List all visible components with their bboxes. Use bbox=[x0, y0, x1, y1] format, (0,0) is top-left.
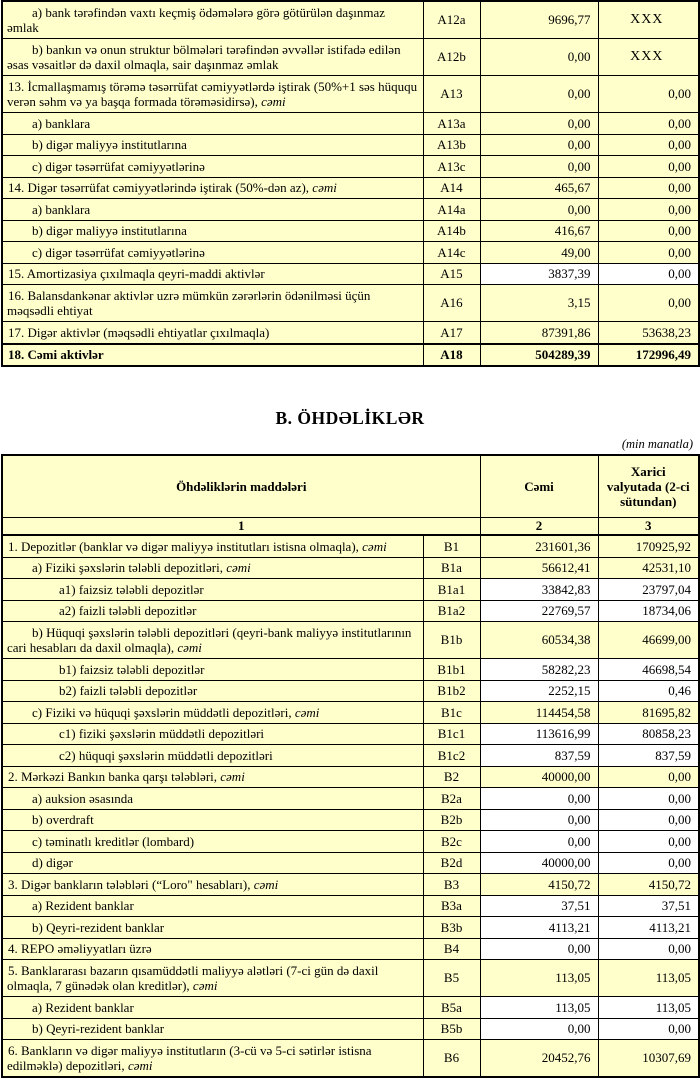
row-total-cell: 0,00 bbox=[480, 113, 598, 135]
row-label-cell bbox=[2, 831, 423, 853]
row-code-cell: B1c bbox=[423, 702, 480, 724]
table-row bbox=[2, 600, 699, 622]
row-code-cell: A14b bbox=[423, 220, 480, 242]
row-label-cell bbox=[2, 874, 423, 896]
table-row bbox=[2, 557, 699, 579]
row-total-cell: 20452,76 bbox=[480, 1040, 598, 1078]
row-total-cell: 4113,21 bbox=[480, 917, 598, 939]
row-total-cell: 0,00 bbox=[480, 809, 598, 831]
row-foreign-currency-cell: 0,00 bbox=[598, 76, 699, 113]
row-label-cell bbox=[2, 788, 423, 810]
row-label-cell bbox=[2, 156, 423, 178]
row-foreign-currency-cell: 113,05 bbox=[598, 960, 699, 997]
header-total-label: Cəmi bbox=[480, 455, 598, 518]
table-row bbox=[2, 622, 699, 659]
row-total-cell: 87391,86 bbox=[480, 322, 598, 344]
table-row bbox=[2, 1040, 699, 1078]
row-foreign-currency-cell: 23797,04 bbox=[598, 579, 699, 601]
row-foreign-currency-cell: 0,00 bbox=[598, 263, 699, 285]
row-code-cell: A14 bbox=[423, 177, 480, 199]
table-row bbox=[2, 344, 699, 367]
table-row bbox=[2, 263, 699, 285]
table-row bbox=[2, 1018, 699, 1040]
table-row bbox=[2, 579, 699, 601]
row-label-cell bbox=[2, 997, 423, 1019]
row-label-cell bbox=[2, 960, 423, 997]
row-code-cell: B1b bbox=[423, 622, 480, 659]
assets-table-continued bbox=[1, 0, 700, 367]
row-foreign-currency-cell: 4150,72 bbox=[598, 874, 699, 896]
row-label: 4. REPO əməliyyatları üzrə bbox=[8, 941, 152, 956]
row-foreign-currency-cell: 81695,82 bbox=[598, 702, 699, 724]
row-total-cell: 837,59 bbox=[480, 745, 598, 767]
row-code-cell: A13 bbox=[423, 76, 480, 113]
row-foreign-currency-cell: 0,00 bbox=[598, 831, 699, 853]
row-label: 17. Digər aktivlər (məqsədli ehtiyatlar çıxılmaqla) bbox=[8, 324, 270, 340]
row-label: 18. Cəmi aktivlər bbox=[8, 347, 104, 362]
table-row bbox=[2, 199, 699, 221]
row-total-cell: 504289,39 bbox=[480, 344, 598, 367]
row-label: c1) fiziki şəxslərin müddətli depozitləri bbox=[59, 726, 265, 741]
row-total-cell: 3,15 bbox=[480, 285, 598, 322]
row-foreign-currency-cell: 0,00 bbox=[598, 938, 699, 960]
row-label: c) digər təsərrüfat cəmiyyətlərinə bbox=[32, 244, 205, 260]
row-code-cell: B4 bbox=[423, 938, 480, 960]
row-total-cell: 0,00 bbox=[480, 76, 598, 113]
row-code-cell: A13b bbox=[423, 134, 480, 156]
table-row bbox=[2, 723, 699, 745]
row-code-cell: A12b bbox=[423, 39, 480, 76]
row-label-cell bbox=[2, 766, 423, 788]
table-row bbox=[2, 874, 699, 896]
table-row bbox=[2, 220, 699, 242]
row-foreign-currency-cell: XXX bbox=[598, 39, 699, 76]
row-total-cell: 22769,57 bbox=[480, 600, 598, 622]
row-total-cell: 416,67 bbox=[480, 220, 598, 242]
row-foreign-currency-cell: 0,00 bbox=[598, 113, 699, 135]
row-label: 13. İcmallaşmamış törəmə təsərrüfat cəmiyyətlərdə iştirak (50%+1 səs hüququ verən səhm və ya başqa formada törəməsidirsə), bbox=[7, 78, 418, 109]
row-label: d) digər bbox=[32, 855, 73, 870]
row-code-cell: B5b bbox=[423, 1018, 480, 1040]
row-total-cell: 3837,39 bbox=[480, 263, 598, 285]
row-code-cell: B1b1 bbox=[423, 659, 480, 681]
row-total-cell: 0,00 bbox=[480, 156, 598, 178]
row-label-suffix: cəmi bbox=[253, 876, 279, 892]
row-label-suffix: cəmi bbox=[362, 538, 387, 554]
row-label-cell bbox=[2, 600, 423, 622]
row-label: a) auksion əsasında bbox=[32, 790, 134, 806]
column-number-2: 2 bbox=[480, 518, 598, 536]
row-total-cell: 465,67 bbox=[480, 177, 598, 199]
row-foreign-currency-cell: 4113,21 bbox=[598, 917, 699, 939]
row-label-suffix: cəmi bbox=[261, 94, 286, 109]
row-label-cell bbox=[2, 285, 423, 322]
row-code-cell: A13c bbox=[423, 156, 480, 178]
row-label: c) təminatlı kreditlər (lombard) bbox=[32, 833, 195, 849]
table-row bbox=[2, 788, 699, 810]
row-foreign-currency-cell: 0,00 bbox=[598, 1018, 699, 1040]
table-row bbox=[2, 134, 699, 156]
row-label: 14. Digər təsərrüfat cəmiyyətlərində iştirak (50%-dən az), bbox=[8, 180, 313, 195]
row-total-cell: 56612,41 bbox=[480, 557, 598, 579]
row-total-cell: 58282,23 bbox=[480, 659, 598, 681]
row-label-cell bbox=[2, 199, 423, 221]
row-foreign-currency-cell: 53638,23 bbox=[598, 322, 699, 344]
row-total-cell: 49,00 bbox=[480, 242, 598, 264]
row-total-cell: 4150,72 bbox=[480, 874, 598, 896]
row-label: a) banklara bbox=[32, 201, 91, 217]
row-label: b1) faizsiz tələbli depozitlər bbox=[59, 661, 205, 677]
row-label: 1. Depozitlər (banklar və digər maliyyə institutları istisna olmaqla), bbox=[8, 538, 363, 554]
table-row bbox=[2, 852, 699, 874]
row-label-suffix: cəmi bbox=[127, 1058, 153, 1073]
table-row bbox=[2, 535, 699, 557]
row-foreign-currency-cell: 837,59 bbox=[598, 745, 699, 767]
row-foreign-currency-cell: XXX bbox=[598, 1, 699, 39]
row-label-cell bbox=[2, 852, 423, 874]
table-row bbox=[2, 322, 699, 344]
row-label: b) bankın və onun struktur bölmələri tərəfindən əvvəllər istifadə edilən əsas vəsaitlər də daxil olmaqla, sair daşınmaz əmlak bbox=[7, 41, 401, 72]
row-foreign-currency-cell: 172996,49 bbox=[598, 344, 699, 367]
row-label-cell bbox=[2, 134, 423, 156]
row-total-cell: 0,00 bbox=[480, 831, 598, 853]
row-code-cell: A12a bbox=[423, 1, 480, 39]
row-total-cell: 114454,58 bbox=[480, 702, 598, 724]
row-label-cell bbox=[2, 557, 423, 579]
row-foreign-currency-cell: 0,46 bbox=[598, 680, 699, 702]
row-code-cell: B1a1 bbox=[423, 579, 480, 601]
row-foreign-currency-cell: 18734,06 bbox=[598, 600, 699, 622]
row-label-cell bbox=[2, 344, 423, 367]
row-label-cell bbox=[2, 938, 423, 960]
row-code-cell: B1b2 bbox=[423, 680, 480, 702]
table-row bbox=[2, 745, 699, 767]
row-foreign-currency-cell: 0,00 bbox=[598, 220, 699, 242]
row-total-cell: 113,05 bbox=[480, 997, 598, 1019]
header-foreign-currency-label: Xarici valyutada (2-ci sütundan) bbox=[598, 455, 699, 518]
row-code-cell: B3a bbox=[423, 895, 480, 917]
row-label-cell bbox=[2, 917, 423, 939]
row-label-cell bbox=[2, 1040, 423, 1078]
table-row bbox=[2, 1, 699, 39]
row-foreign-currency-cell: 0,00 bbox=[598, 242, 699, 264]
row-foreign-currency-cell: 0,00 bbox=[598, 788, 699, 810]
row-code-cell: A14a bbox=[423, 199, 480, 221]
row-total-cell: 0,00 bbox=[480, 199, 598, 221]
row-label: b) Hüquqi şəxslərin tələbli depozitləri (qeyri-bank maliyyə institutlarının cari hesabları da daxil olmaqla), bbox=[7, 624, 412, 655]
row-label: b2) faizli tələbli depozitlər bbox=[59, 683, 198, 698]
row-label-cell bbox=[2, 263, 423, 285]
table-row bbox=[2, 242, 699, 264]
row-code-cell: B2a bbox=[423, 788, 480, 810]
row-code-cell: B1c2 bbox=[423, 745, 480, 767]
row-label: 15. Amortizasiya çıxılmaqla qeyri-maddi aktivlər bbox=[8, 266, 265, 281]
table-row bbox=[2, 156, 699, 178]
row-label: b) digər maliyyə institutlarına bbox=[32, 137, 187, 152]
row-total-cell: 37,51 bbox=[480, 895, 598, 917]
row-label: 2. Mərkəzi Bankın banka qarşı tələbləri, bbox=[8, 769, 221, 784]
row-label: c2) hüquqi şəxslərin müddətli depozitləri bbox=[59, 747, 273, 763]
row-foreign-currency-cell: 46699,00 bbox=[598, 622, 699, 659]
table-row bbox=[2, 76, 699, 113]
column-numbers-row bbox=[2, 518, 699, 536]
row-code-cell: B5 bbox=[423, 960, 480, 997]
table-row bbox=[2, 113, 699, 135]
row-label-cell bbox=[2, 680, 423, 702]
row-foreign-currency-cell: 37,51 bbox=[598, 895, 699, 917]
table-row bbox=[2, 177, 699, 199]
row-foreign-currency-cell: 0,00 bbox=[598, 199, 699, 221]
row-label: c) digər təsərrüfat cəmiyyətlərinə bbox=[32, 158, 205, 174]
row-code-cell: A17 bbox=[423, 322, 480, 344]
row-foreign-currency-cell: 113,05 bbox=[598, 997, 699, 1019]
table-row bbox=[2, 39, 699, 76]
row-label-cell bbox=[2, 723, 423, 745]
header-items-label: Öhdəliklərin maddələri bbox=[2, 455, 480, 518]
row-foreign-currency-cell: 42531,10 bbox=[598, 557, 699, 579]
table-row bbox=[2, 285, 699, 322]
row-label: b) overdraft bbox=[32, 812, 94, 827]
row-label: a) bank tərəfindən vaxtı keçmiş ödəmələrə görə götürülən daşınmaz əmlak bbox=[7, 4, 386, 35]
row-total-cell: 0,00 bbox=[480, 134, 598, 156]
row-foreign-currency-cell: 170925,92 bbox=[598, 535, 699, 557]
row-code-cell: B2c bbox=[423, 831, 480, 853]
row-label: 5. Banklararası bazarın qısamüddətli maliyyə alətləri (7-ci gün də daxil olmaqla, 7 günədək olan kreditlər), bbox=[7, 962, 379, 993]
row-label: 6. Bankların və digər maliyyə institutların (3-cü və 5-ci sətirlər istisna edilməklə) depozitləri, bbox=[7, 1042, 372, 1073]
row-label-cell bbox=[2, 809, 423, 831]
row-label-cell bbox=[2, 579, 423, 601]
liabilities-header-row bbox=[2, 455, 699, 518]
row-label-cell bbox=[2, 322, 423, 344]
row-label-cell bbox=[2, 745, 423, 767]
row-total-cell: 0,00 bbox=[480, 39, 598, 76]
row-code-cell: B2b bbox=[423, 809, 480, 831]
row-label: 16. Balansdankənar aktivlər uzrə mümkün zərərlərin ödənilməsi üçün məqsədli ehtiyat bbox=[7, 287, 371, 318]
row-total-cell: 9696,77 bbox=[480, 1, 598, 39]
table-row bbox=[2, 917, 699, 939]
row-label-suffix: cəmi bbox=[312, 180, 337, 195]
table-row bbox=[2, 659, 699, 681]
table-row bbox=[2, 960, 699, 997]
row-label: b) Qeyri-rezident banklar bbox=[32, 1021, 165, 1036]
row-code-cell: B3 bbox=[423, 874, 480, 896]
column-number-3: 3 bbox=[598, 518, 699, 536]
row-label-suffix: cəmi bbox=[220, 769, 245, 784]
row-total-cell: 113616,99 bbox=[480, 723, 598, 745]
row-foreign-currency-cell: 0,00 bbox=[598, 809, 699, 831]
row-code-cell: B2d bbox=[423, 852, 480, 874]
row-label-cell bbox=[2, 895, 423, 917]
table-row bbox=[2, 997, 699, 1019]
row-foreign-currency-cell: 80858,23 bbox=[598, 723, 699, 745]
row-label: a) Rezident banklar bbox=[32, 999, 134, 1015]
row-foreign-currency-cell: 0,00 bbox=[598, 177, 699, 199]
row-code-cell: A14c bbox=[423, 242, 480, 264]
table-row bbox=[2, 680, 699, 702]
row-label-cell bbox=[2, 535, 423, 557]
row-total-cell: 231601,36 bbox=[480, 535, 598, 557]
row-total-cell: 40000,00 bbox=[480, 852, 598, 874]
row-foreign-currency-cell: 0,00 bbox=[598, 156, 699, 178]
row-label-cell bbox=[2, 177, 423, 199]
row-total-cell: 0,00 bbox=[480, 788, 598, 810]
row-label: 3. Digər bankların tələbləri (“Loro" hesabları), bbox=[8, 876, 254, 892]
row-label-cell bbox=[2, 220, 423, 242]
row-label-cell bbox=[2, 242, 423, 264]
row-code-cell: B1a bbox=[423, 557, 480, 579]
row-code-cell: B1c1 bbox=[423, 723, 480, 745]
row-total-cell: 40000,00 bbox=[480, 766, 598, 788]
row-label-suffix: cəmi bbox=[226, 560, 251, 575]
row-total-cell: 0,00 bbox=[480, 938, 598, 960]
table-row bbox=[2, 766, 699, 788]
row-label-cell bbox=[2, 702, 423, 724]
row-code-cell: B6 bbox=[423, 1040, 480, 1078]
table-row bbox=[2, 831, 699, 853]
row-code-cell: B2 bbox=[423, 766, 480, 788]
row-foreign-currency-cell: 0,00 bbox=[598, 134, 699, 156]
row-label-suffix: cəmi bbox=[294, 704, 320, 720]
column-number-1: 1 bbox=[2, 518, 480, 536]
table-row bbox=[2, 702, 699, 724]
row-total-cell: 60534,38 bbox=[480, 622, 598, 659]
row-code-cell: B3b bbox=[423, 917, 480, 939]
unit-note: (min manatla) bbox=[621, 437, 693, 451]
row-label: c) Fiziki və hüquqi şəxslərin müddətli depozitləri, bbox=[32, 704, 295, 720]
row-foreign-currency-cell: 46698,54 bbox=[598, 659, 699, 681]
row-code-cell: B5a bbox=[423, 997, 480, 1019]
row-label-cell bbox=[2, 659, 423, 681]
row-code-cell: B1 bbox=[423, 535, 480, 557]
row-label: a) banklara bbox=[32, 115, 91, 131]
row-foreign-currency-cell: 0,00 bbox=[598, 852, 699, 874]
section-b-title: B. ÖHDƏLİKLƏR bbox=[275, 408, 425, 428]
row-label-cell bbox=[2, 39, 423, 76]
row-label: a) Rezident banklar bbox=[32, 898, 134, 913]
row-foreign-currency-cell: 0,00 bbox=[598, 285, 699, 322]
row-label: b) digər maliyyə institutlarına bbox=[32, 223, 187, 238]
row-label-cell bbox=[2, 1, 423, 39]
table-row bbox=[2, 938, 699, 960]
row-label-cell bbox=[2, 1018, 423, 1040]
row-code-cell: A18 bbox=[423, 344, 480, 367]
row-label: a2) faizli tələbli depozitlər bbox=[59, 603, 197, 618]
row-code-cell: A15 bbox=[423, 263, 480, 285]
row-code-cell: A16 bbox=[423, 285, 480, 322]
row-foreign-currency-cell: 10307,69 bbox=[598, 1040, 699, 1078]
row-total-cell: 33842,83 bbox=[480, 579, 598, 601]
row-label-cell bbox=[2, 113, 423, 135]
row-code-cell: A13a bbox=[423, 113, 480, 135]
row-total-cell: 0,00 bbox=[480, 1018, 598, 1040]
row-label-suffix: cəmi bbox=[177, 640, 202, 655]
row-label-suffix: cəmi bbox=[192, 978, 218, 993]
table-row bbox=[2, 895, 699, 917]
liabilities-table bbox=[1, 454, 700, 1078]
row-total-cell: 2252,15 bbox=[480, 680, 598, 702]
row-label-cell bbox=[2, 622, 423, 659]
row-label: b) Qeyri-rezident banklar bbox=[32, 919, 165, 935]
row-foreign-currency-cell: 0,00 bbox=[598, 766, 699, 788]
row-label: a1) faizsiz tələbli depozitlər bbox=[59, 581, 204, 597]
row-label: a) Fiziki şəxslərin tələbli depozitləri, bbox=[32, 560, 227, 575]
row-code-cell: B1a2 bbox=[423, 600, 480, 622]
table-row bbox=[2, 809, 699, 831]
row-label-cell bbox=[2, 76, 423, 113]
row-total-cell: 113,05 bbox=[480, 960, 598, 997]
